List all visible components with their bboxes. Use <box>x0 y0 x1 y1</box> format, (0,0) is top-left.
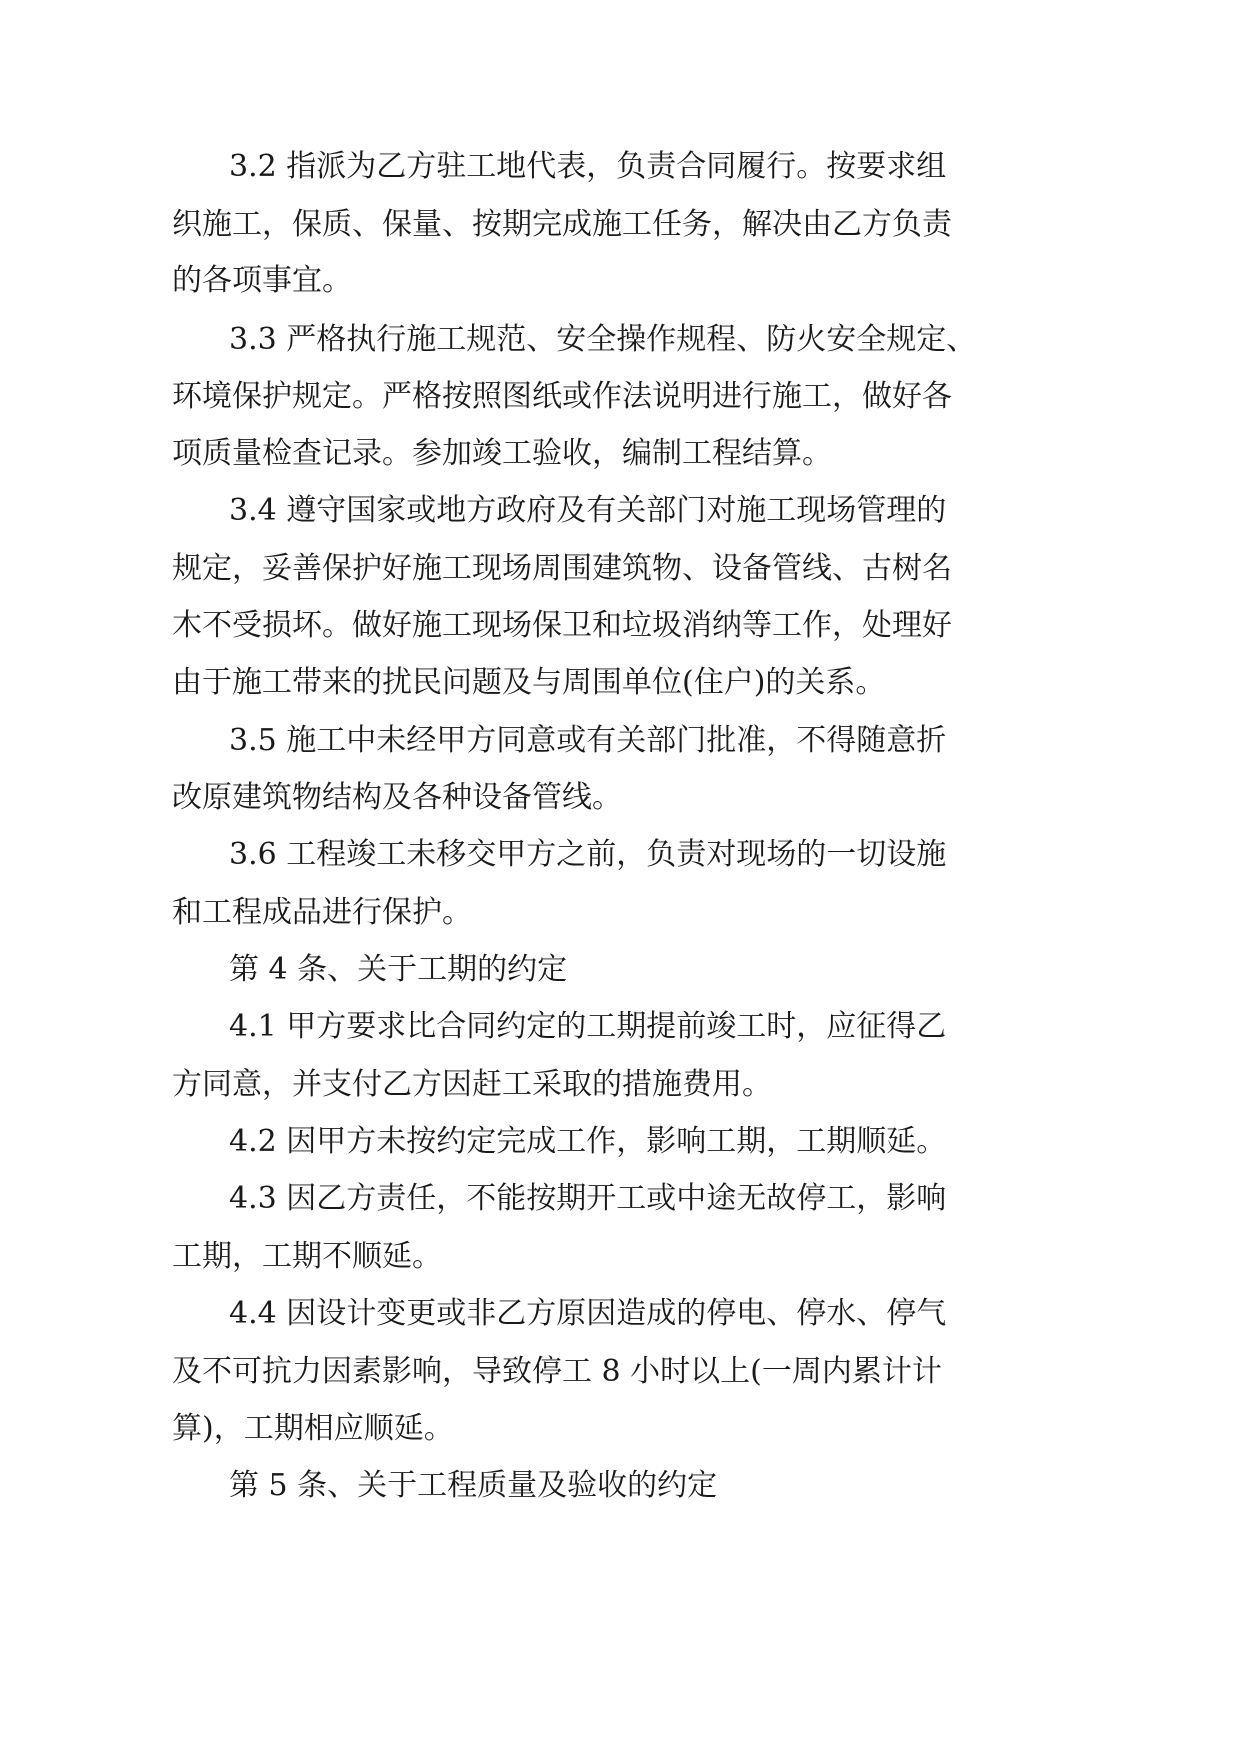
paragraph-line: 3.5 施工中未经甲方同意或有关部门批准，不得随意折 <box>229 723 947 758</box>
paragraph-line: 算)，工期相应顺延。 <box>172 1411 454 1446</box>
paragraph-line: 的各项事宜。 <box>172 263 352 298</box>
paragraph-line: 3.4 遵守国家或地方政府及有关部门对施工现场管理的 <box>229 493 947 528</box>
paragraph-line: 木不受损坏。做好施工现场保卫和垃圾消纳等工作，处理好 <box>172 608 952 643</box>
paragraph-line: 3.2 指派为乙方驻工地代表，负责合同履行。按要求组 <box>229 149 947 184</box>
paragraph-line: 规定，妥善保护好施工现场周围建筑物、设备管线、古树名 <box>172 551 952 586</box>
paragraph-line: 4.3 因乙方责任，不能按期开工或中途无故停工，影响 <box>229 1181 947 1216</box>
paragraph-line: 织施工，保质、保量、按期完成施工任务，解决由乙方负责 <box>172 207 952 242</box>
paragraph-line: 项质量检查记录。参加竣工验收，编制工程结算。 <box>172 436 832 471</box>
article-heading: 第 5 条、关于工程质量及验收的约定 <box>229 1468 718 1503</box>
paragraph-line: 由于施工带来的扰民问题及与周围单位(住户)的关系。 <box>172 665 886 700</box>
paragraph-line: 工期，工期不顺延。 <box>172 1239 442 1274</box>
paragraph-line: 方同意，并支付乙方因赶工采取的措施费用。 <box>172 1067 772 1102</box>
paragraph-line: 环境保护规定。严格按照图纸或作法说明进行施工，做好各 <box>172 379 952 414</box>
paragraph-line: 4.4 因设计变更或非乙方原因造成的停电、停水、停气 <box>229 1296 947 1331</box>
paragraph-line: 和工程成品进行保护。 <box>172 895 472 930</box>
article-heading: 第 4 条、关于工期的约定 <box>229 952 568 987</box>
paragraph-line: 改原建筑物结构及各种设备管线。 <box>172 780 622 815</box>
paragraph-line: 4.2 因甲方未按约定完成工作，影响工期，工期顺延。 <box>229 1124 947 1159</box>
paragraph-line: 3.3 严格执行施工规范、安全操作规程、防火安全规定、 <box>229 322 977 357</box>
paragraph-line: 及不可抗力因素影响，导致停工 8 小时以上(一周内累计计 <box>172 1354 942 1389</box>
paragraph-line: 3.6 工程竣工未移交甲方之前，负责对现场的一切设施 <box>229 837 947 872</box>
paragraph-line: 4.1 甲方要求比合同约定的工期提前竣工时，应征得乙 <box>229 1009 947 1044</box>
